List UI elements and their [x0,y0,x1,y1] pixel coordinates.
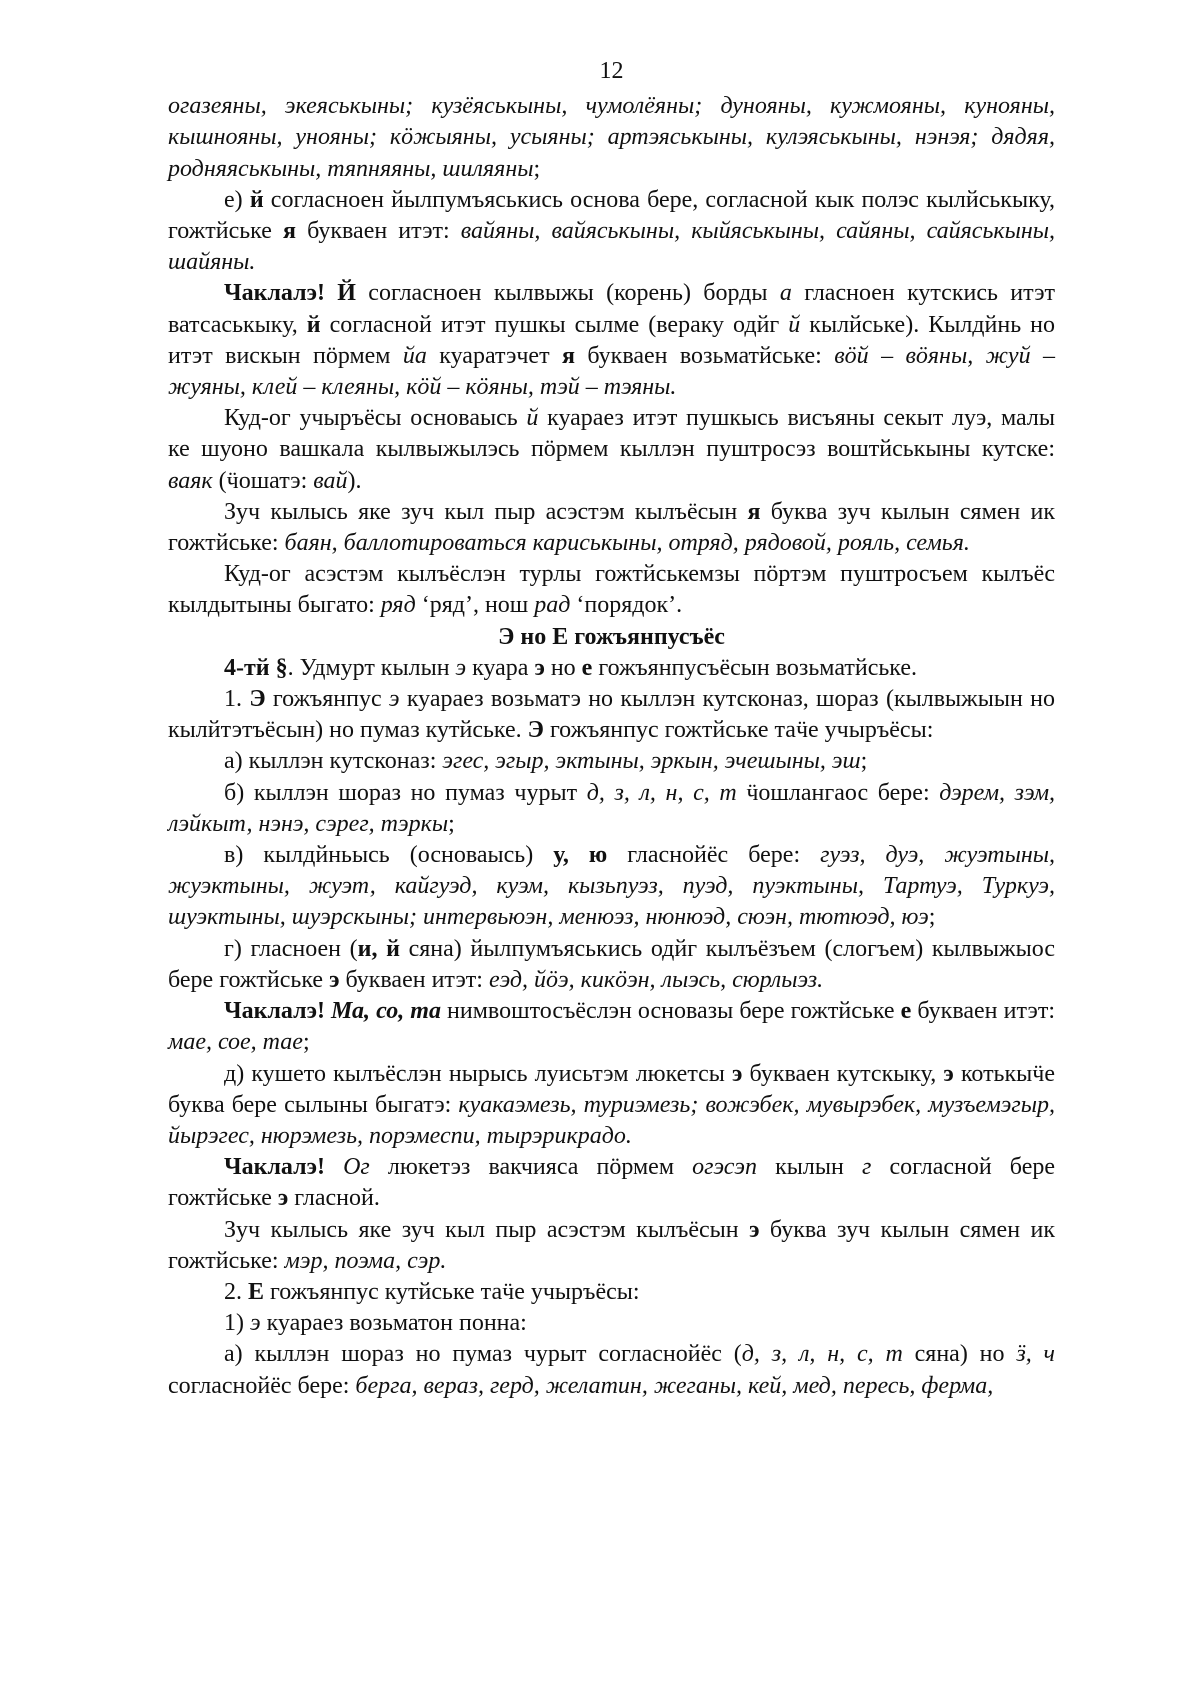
text-run: согласной итэт пушкы сылме (вераку одйг [320,311,789,338]
text-run: ; [448,810,455,837]
italic-example: мэр, поэма, сэр. [284,1247,447,1274]
paragraph [168,497,1055,559]
text-run: ). [347,467,362,494]
text-run: куаратэчет [426,342,562,369]
bold-text: Э [249,686,266,713]
bold-text: э [534,654,545,681]
text-run: Зуч кылысь яке зуч кыл пыр асэстэм кылъёсын [224,1216,750,1243]
text-run: гласноен кутскись итэт ватсаськыку, [168,280,1055,338]
text-run: но [544,654,582,681]
bold-text: Е [248,1278,265,1305]
bold-text: э [277,1185,289,1212]
text-run: куараез итэт пушкысь висъяны секыт луэ, малы ке шуоно вашкала кылвыжылэсь пӧрмем кыллэн пуштросэз воштйськыны кутске: [168,405,1055,463]
text-run: котькыӵе буква бере сылыны быгатэ: [168,1060,1056,1118]
bold-text: Чаклалэ! [224,998,332,1025]
paragraph [168,91,1055,185]
text-run: б) кыллэн шораз но пумаз чурыт [224,779,587,806]
italic-example: огэсэп [692,1154,758,1181]
italic-example: еэд, йӧэ, кикӧэн, лыэсь, сюрлыэз. [488,966,824,993]
text-run: е) [224,186,250,213]
text-run: гожъянпус [265,686,389,713]
paragraph [168,1215,1055,1277]
text-run: гласной. [288,1185,380,1212]
text-run [325,1154,343,1180]
text-run: согласнойёс бере: [168,1372,356,1399]
text-run: кылын [757,1154,862,1181]
section-intro [168,91,1055,621]
italic-example: ряд [380,592,416,619]
text-run: в) кылдйньысь (основаысь) [224,842,554,869]
italic-example: куакаэмезь, туриэмезь; вожэбек, мувырэбек, музъемэгыр, йырэгес, нюрэмезь, порэмеспи, тырэрикрадо. [168,1091,1055,1149]
paragraph [168,1308,1055,1339]
section-e-letters [168,653,1055,1402]
italic-example: ваяк [168,467,213,494]
italic-example: рад [534,592,571,619]
bold-text: Чаклалэ! [224,1154,325,1181]
italic-example: дэрем, зэм, лэйкыт, нэнэ, сэрег, тэркы [168,779,1056,837]
paragraph [168,278,1055,403]
paragraph [168,185,1055,279]
paragraph [168,840,1055,934]
text-run: г) гласноен ( [224,935,358,962]
text-run: гожъянпус гожтйське таӵе учыръёсы: [543,717,934,744]
paragraph [168,778,1055,840]
italic-example: й [788,311,801,338]
text-run: ; [302,1029,310,1056]
italic-example: Ог [343,1154,370,1181]
italic-example: берга, вераз, герд, желатин, жеганы, кей, мед, пересь, ферма, [355,1372,994,1399]
text-run: ; [860,748,868,775]
text-run: люкетэз вакчияса пӧрмем [369,1154,693,1181]
text-run: ; [533,155,541,182]
bold-text: э [732,1060,743,1087]
text-run: (ӵошатэ: [212,467,314,494]
bold-text: Э [527,717,544,744]
section-heading: Э но Е гожъянпусъёс [498,623,725,650]
text-run: букваен итэт: [911,998,1055,1025]
italic-example: й [526,405,539,432]
italic-example: эгес, эгыр, эктыны, эркын, эчешыны, эш [442,748,861,775]
italic-example: э [388,686,400,713]
text-run: 1. [224,686,250,713]
text-run: 2. [224,1278,248,1305]
paragraph [168,934,1055,996]
text-run: ‘ряд’, нош [415,592,535,619]
text-run: нимвоштосъёслэн основазы бере гожтйське [440,998,901,1025]
text-run: а) кыллэн кутсконаз: [224,748,443,775]
paragraph [168,746,1055,777]
bold-text: у, ю [553,842,608,869]
bold-text: й [306,311,321,338]
italic-example: э [455,654,467,681]
text-run: букваен итэт: [295,218,461,245]
bold-text: э [749,1216,760,1243]
paragraph [168,1152,1055,1214]
bold-text: я [747,498,761,525]
text-run: гожъянпус кутйське таӵе учыръёсы: [264,1278,640,1305]
text-run: согласноен йылпумъяськись основа бере, согласной кык полэс кылйськыку, гожтйське [168,186,1055,245]
text-run: ӵошлангаос бере: [736,779,940,806]
italic-example: вайяны, вайяськыны, кыйяськыны, сайяны, сайяськыны, шайяны. [168,218,1056,276]
document-page [168,56,1055,1402]
italic-example: мае, сое, тае [168,1029,303,1056]
italic-example: баян, баллотироваться кариськыны, отряд, рядовой, рояль, семья. [284,530,970,557]
page-number: 12 [599,58,624,84]
paragraph [168,1059,1055,1153]
text-run: Зуч кылысь яке зуч кыл пыр асэстэм кылъёсын [224,498,748,525]
bold-text: 4-тй § [224,654,288,681]
italic-example: вӧй – вӧяны, жуй – жуяны, клей – клеяны, кӧй – кӧяны, тэй – тэяны. [168,342,1055,401]
text-run: гласнойёс бере: [607,842,821,869]
text-run: куараез возьматон понна: [260,1310,527,1337]
text-run: буква зуч кылын сямен ик гожтйське: [168,1216,1056,1274]
bold-text: и, й [357,935,400,962]
italic-example: йа [402,342,427,369]
text-run: Куд-ог асэстэм кылъёслэн турлы гожтйськемзы пӧртэм пуштросъем кылъёс кылдытыны быгато: [168,561,1055,619]
bold-text: й [249,186,264,213]
bold-text: е [581,654,593,681]
text-run: согласной бере гожтйське [168,1154,1056,1212]
italic-example: д, з, л, н, с, т [586,779,737,806]
bold-text: я [282,218,296,245]
bold-text: Чаклалэ! Й [224,280,356,307]
text-run: буква зуч кылын сямен ик гожтйське: [168,498,1056,557]
text-run: ; [928,904,936,931]
paragraph [168,653,1055,684]
italic-example: г [861,1154,872,1181]
text-run: а) кыллэн шораз но пумаз чурыт согласнойёс ( [224,1341,742,1368]
paragraph [168,559,1055,621]
bold-text: э [943,1060,954,1087]
text-run: Куд-ог учыръёсы основаысь [224,405,527,432]
paragraph [168,684,1055,746]
italic-example: э [250,1310,261,1337]
text-run: букваен возьматйське: [574,342,835,369]
paragraph [168,1277,1055,1308]
text-run: куара [466,654,535,681]
bold-text: е [900,998,912,1025]
italic-example: гуэз, дуэ, жуэтыны, жуэктыны, жуэт, кайгуэд, куэм, кызьпуэз, пуэд, пуэктыны, Тартуэ, Туркуэ, шуэктыны, шуэрскыны; интервьюэн, менюэз, нюнюэд, сюэн, тютюэд, юэ [168,842,1055,931]
text-run: куараез возьматэ но кыллэн кутсконаз, шораз (кылвыжыын но кылйтэтъёсын) но пумаз кутйське. [168,686,1056,744]
italic-example: ӟ, ч [1016,1341,1056,1368]
text-run: сяна) но [902,1341,1017,1368]
bold-text: я [561,342,575,369]
paragraph [168,1339,1055,1401]
text-run: согласноен кылвыжы (корень) борды [355,280,780,307]
italic-example: вай [313,467,348,494]
text-run: сяна) йылпумъяськись одйг кылъёзъем (слогъем) кылвыжыос бере гожтйське [168,935,1055,993]
text-run: букваен кутскыку, [742,1060,944,1087]
text-run: 1) [224,1310,250,1337]
text-run: гожъянпусъёсын возьматйське. [592,654,918,681]
text-run: д) кушето кылъёслэн нырысь луисьтэм люкетсы [224,1060,733,1087]
paragraph [168,996,1055,1058]
paragraph [168,403,1055,497]
bold-text: э [329,966,340,993]
italic-example: д, з, л, н, с, т [741,1341,903,1368]
text-run: кылйське). Кылдйнь но итэт вискын пӧрмем [168,311,1055,369]
bold-text: Ма, со, та [331,998,441,1025]
text-run: ‘порядок’. [570,592,683,619]
text-run: букваен итэт: [339,966,489,993]
text-run: . Удмурт кылын [287,654,456,681]
italic-example: а [779,280,792,307]
italic-example: огазеяны, экеяськыны; кузёяськыны, чумолёяны; дунояны, кужмояны, кунояны, кышнояны, унояны; кӧжыяны, усыяны; артэяськыны, кулэяськыны, нэнэя; дядяя, родняяськыны, тяпняяны, шиляяны [168,93,1055,182]
